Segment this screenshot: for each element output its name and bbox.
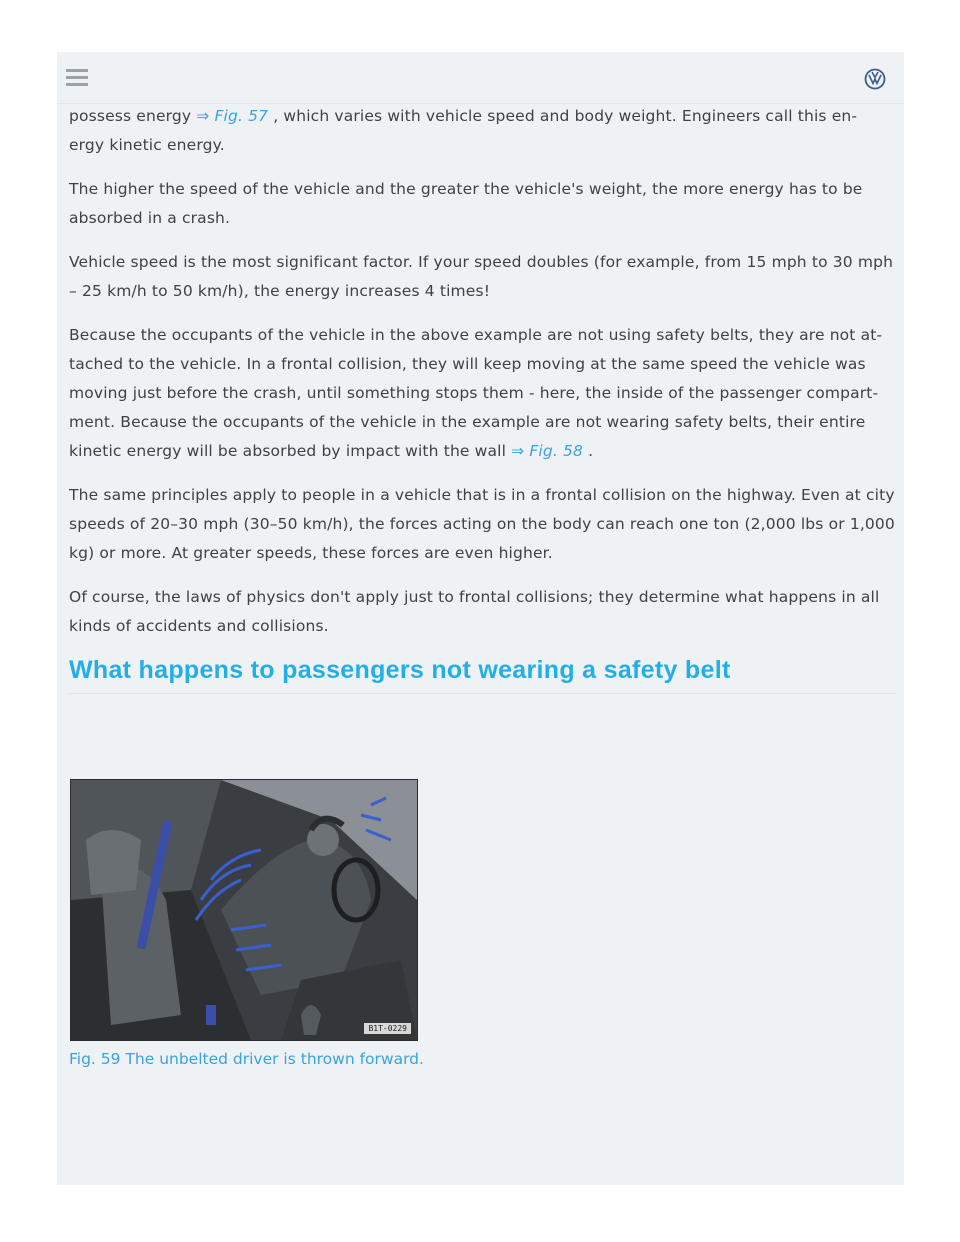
paragraph-kinetic-energy: possess energy ⇒ Fig. 57 , which varies with vehicle speed and body weight. Engineers call this en- ergy kinetic energy. [69,107,858,154]
fig-58-link[interactable]: ⇒ Fig. 58 [511,442,584,460]
figure-code-label: B1T-0229 [364,1023,411,1034]
vw-logo-icon[interactable] [864,68,886,90]
figure-unbelted-driver [70,779,418,1041]
content-body [69,102,897,694]
paragraph-physics: Of course, the laws of physics don't apply just to frontal collisions; they determine what happens in all kinds of accidents and collisions. [69,588,880,635]
paragraph-speed-weight: The higher the speed of the vehicle and the greater the vehicle's weight, the more energy has to be absorbed in a crash. [69,180,863,227]
fig-57-link[interactable]: ⇒ Fig. 57 [196,107,269,125]
paragraph-vehicle-speed: Vehicle speed is the most significant factor. If your speed doubles (for example, from 15 mph to 30 mph – 25 km/h to 50 km/h), the energy increases 4 times! [69,253,894,300]
top-bar [57,52,904,104]
paragraph-occupants: Because the occupants of the vehicle in the above example are not using safety belts, they are not at- tached to the vehicle. In a frontal collision, they will keep moving at the same speed the vehicle was moving just before the crash, until something stops them - here, the inside of the passenger compart- ment. Because the occupants of the vehicle in the example are not wearing safety belts, their entire kinetic energy will be absorbed by impact with the wall ⇒ Fig. 58 . [69,326,883,460]
document-panel [57,52,904,1185]
hamburger-menu-icon[interactable] [66,69,88,86]
section-title: What happens to passengers not wearing a safety belt [69,656,897,694]
figure-caption: Fig. 59 The unbelted driver is thrown forward. [69,1050,424,1068]
car-interior-illustration [71,780,417,1040]
paragraph-highway: The same principles apply to people in a vehicle that is in a frontal collision on the highway. Even at city speeds of 20–30 mph (30–50 km/h), the forces acting on the body can reach one ton (2,000 lbs or 1,000 kg) or more. At greater speeds, these forces are even higher. [69,486,895,562]
